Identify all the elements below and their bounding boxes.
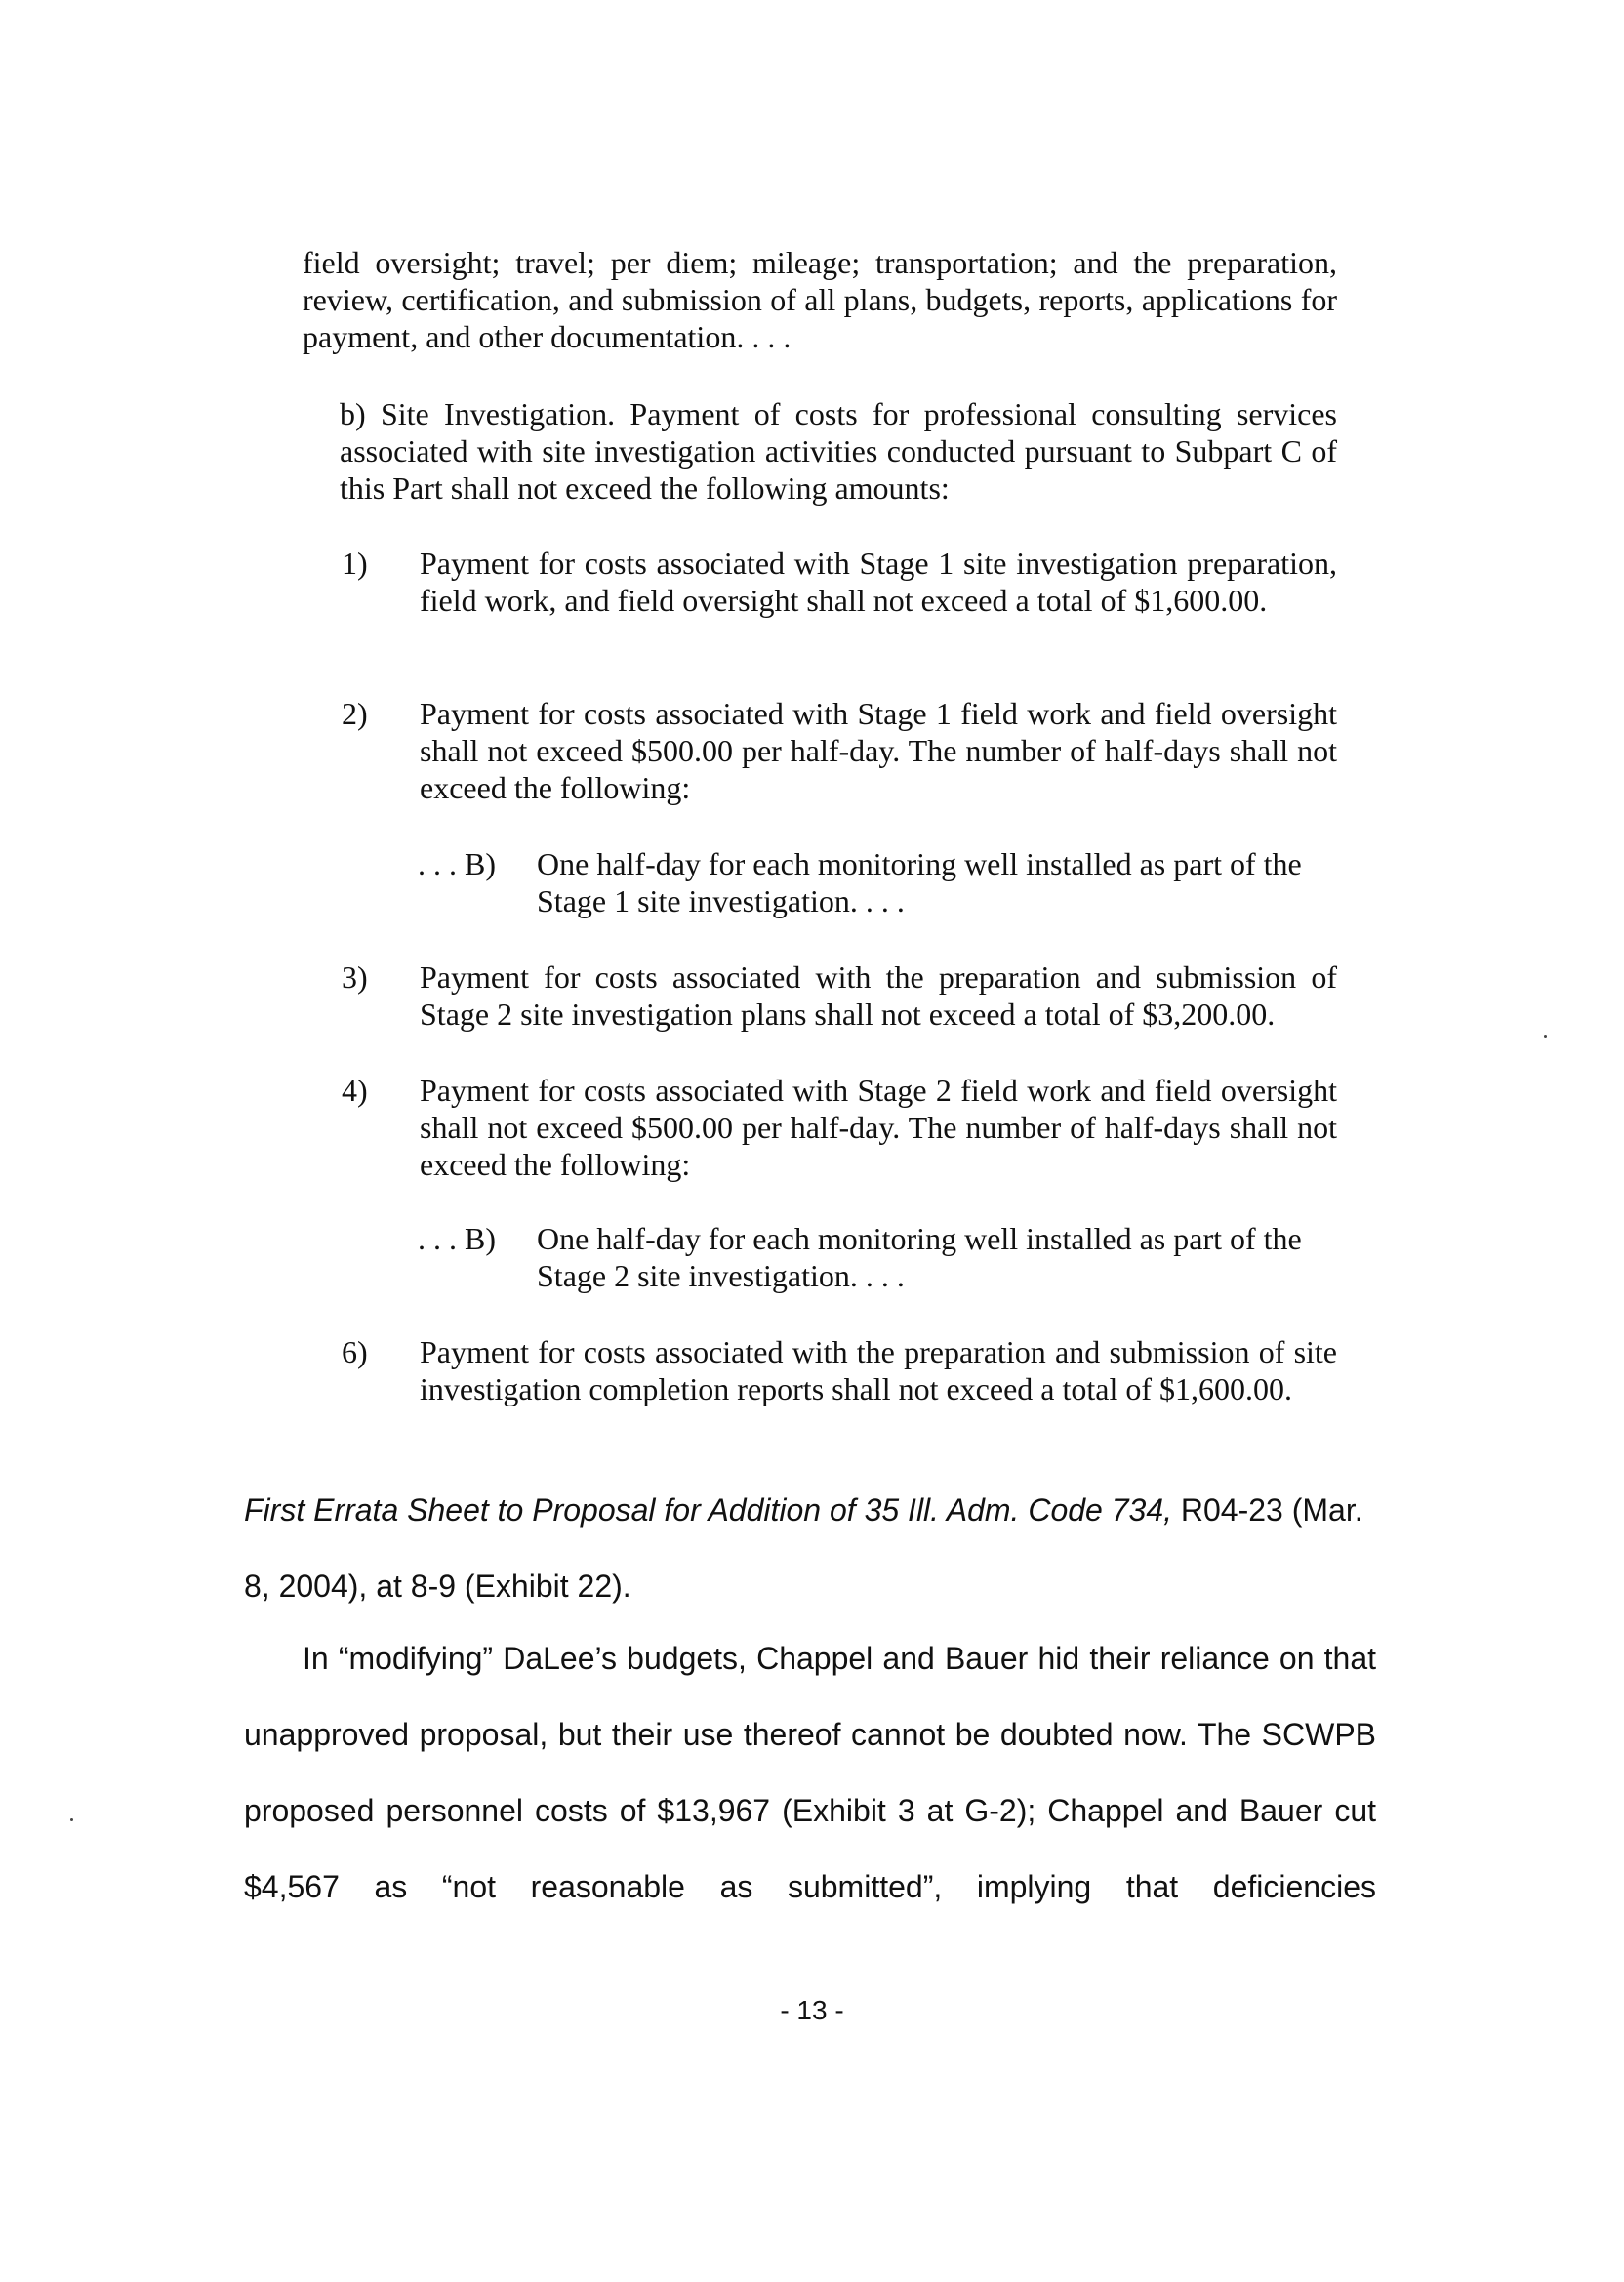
list-item-number: 4) [342, 1073, 368, 1108]
quote-intro-paragraph: field oversight; travel; per diem; mileage; transportation; and the preparation, review, certification, and submission of all plans, budgets, reports, applications for payment, and other documentation. . . . [303, 245, 1337, 354]
citation-title: First Errata Sheet to Proposal for Addition of 35 Ill. Adm. Code 734, [244, 1492, 1172, 1528]
sub-list-item-number: . . . B) [418, 1221, 496, 1256]
list-item [342, 1072, 1337, 1183]
page-number: - 13 - [780, 1995, 844, 2025]
citation [244, 1472, 1376, 1624]
list-item-text: Payment for costs associated with the preparation and submission of site investigation completion reports shall not exceed a total of $1,600.00. [420, 1334, 1337, 1406]
list-item-number: 6) [342, 1334, 368, 1369]
list-item-text: Payment for costs associated with Stage 1 field work and field oversight shall not exceed $500.00 per half-day. The number of half-days shall not exceed the following: [420, 696, 1337, 805]
sub-list-item-text: One half-day for each monitoring well installed as part of the Stage 2 site investigation. . . . [537, 1221, 1302, 1293]
list-item [342, 958, 1337, 1033]
list-item [342, 695, 1337, 806]
list-item [342, 545, 1337, 619]
citation-reference: R04-23 (Mar. 8, 2004), at 8-9 (Exhibit 22). [244, 1492, 1363, 1604]
list-item-number: 1) [342, 546, 368, 581]
scan-speck [70, 1818, 73, 1821]
list-item-number: 2) [342, 696, 368, 731]
list-item-text: Payment for costs associated with the preparation and submission of Stage 2 site investigation plans shall not exceed a total of $3,200.00. [420, 959, 1337, 1032]
sub-list-item-number: . . . B) [418, 846, 496, 881]
scan-speck [1544, 1035, 1547, 1038]
list-item-text: Payment for costs associated with Stage 1 site investigation preparation, field work, and field oversight shall not exceed a total of $1,600.00. [420, 546, 1337, 618]
body-paragraph: In “modifying” DaLee’s budgets, Chappel and Bauer hid their reliance on that unapproved proposal, but their use thereof cannot be doubted now. The SCWPB proposed personnel costs of $13,967 (Exhibit 3 at G-2); Chappel and Bauer cut $4,567 as “not reasonable as submitted”, implying that deficiencies [244, 1641, 1376, 1904]
quote-site-investigation-paragraph: b) Site Investigation. Payment of costs for professional consulting services associated with site investigation activities conducted pursuant to Subpart C of this Part shall not exceed the following amounts: [340, 396, 1337, 506]
list-item [342, 1333, 1337, 1407]
sub-list-item [418, 845, 1337, 919]
list-item-text: Payment for costs associated with Stage 2 field work and field oversight shall not exceed $500.00 per half-day. The number of half-days shall not exceed the following: [420, 1073, 1337, 1182]
sub-list-item-text: One half-day for each monitoring well installed as part of the Stage 1 site investigation. . . . [537, 846, 1302, 918]
sub-list-item [418, 1220, 1337, 1294]
list-item-number: 3) [342, 959, 368, 995]
